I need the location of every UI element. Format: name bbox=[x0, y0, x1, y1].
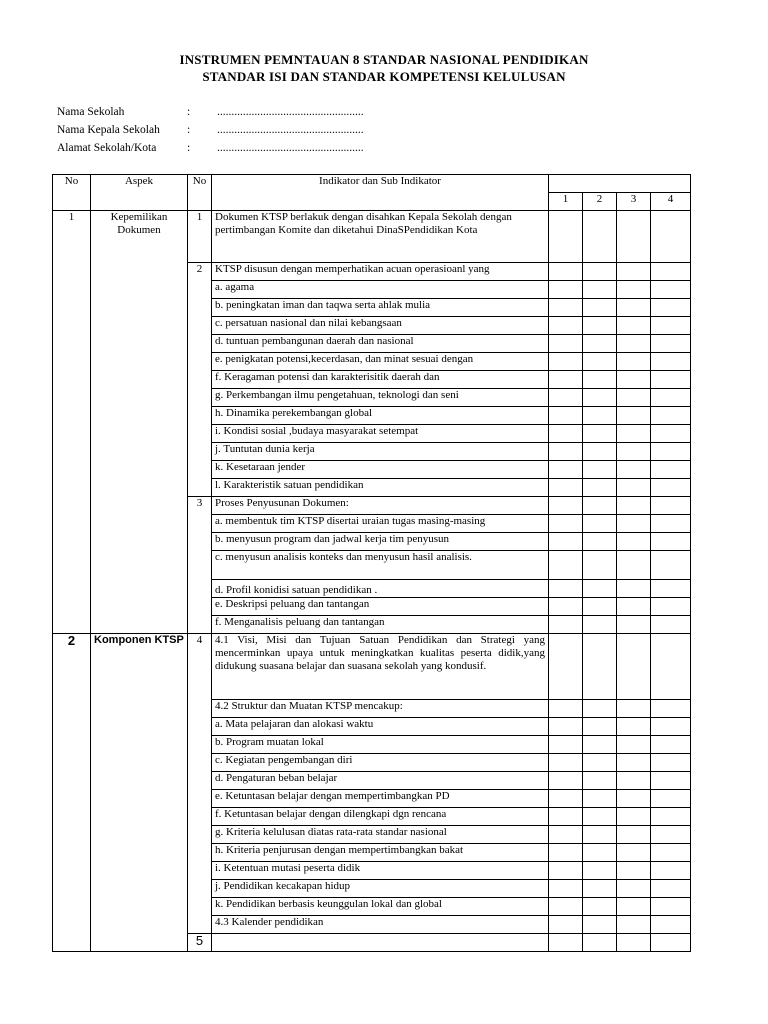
score-cell[interactable] bbox=[549, 299, 583, 317]
score-cell[interactable] bbox=[651, 263, 691, 281]
score-cell[interactable] bbox=[651, 898, 691, 916]
score-cell[interactable] bbox=[617, 754, 651, 772]
score-cell[interactable] bbox=[583, 335, 617, 353]
score-cell[interactable] bbox=[583, 580, 617, 598]
indicator-text: f. Keragaman potensi dan karakterisitik daerah dan bbox=[212, 371, 549, 389]
section-number: 1 bbox=[53, 211, 91, 634]
indicator-text: h. Kriteria penjurusan dengan mempertimbangkan bakat bbox=[212, 844, 549, 862]
field-colon: : bbox=[187, 124, 191, 136]
score-cell[interactable] bbox=[617, 211, 651, 263]
score-cell[interactable] bbox=[651, 880, 691, 898]
score-cell[interactable] bbox=[617, 898, 651, 916]
score-cell[interactable] bbox=[583, 934, 617, 952]
indicator-text: 4.2 Struktur dan Muatan KTSP mencakup: bbox=[212, 700, 549, 718]
indicator-text: c. Kegiatan pengembangan diri bbox=[212, 754, 549, 772]
indicator-text: i. Kondisi sosial ,budaya masyarakat setempat bbox=[212, 425, 549, 443]
score-cell[interactable] bbox=[651, 718, 691, 736]
score-cell[interactable] bbox=[549, 263, 583, 281]
score-cell[interactable] bbox=[617, 263, 651, 281]
score-cell[interactable] bbox=[651, 515, 691, 533]
score-cell[interactable] bbox=[549, 844, 583, 862]
score-cell[interactable] bbox=[651, 634, 691, 700]
score-cell[interactable] bbox=[651, 443, 691, 461]
header-score-group bbox=[549, 175, 691, 193]
header-no: No bbox=[53, 175, 91, 211]
score-cell[interactable] bbox=[583, 772, 617, 790]
table-row bbox=[53, 211, 691, 263]
item-number: 3 bbox=[188, 497, 212, 634]
score-cell[interactable] bbox=[651, 616, 691, 634]
score-cell[interactable] bbox=[549, 371, 583, 389]
document-title-line-2: STANDAR ISI DAN STANDAR KOMPETENSI KELULUSAN bbox=[202, 69, 566, 84]
header-score-2: 2 bbox=[583, 193, 617, 211]
score-cell[interactable] bbox=[583, 616, 617, 634]
header-aspek: Aspek bbox=[91, 175, 188, 211]
indicator-text: g. Kriteria kelulusan diatas rata-rata standar nasional bbox=[212, 826, 549, 844]
score-cell[interactable] bbox=[617, 808, 651, 826]
score-cell[interactable] bbox=[617, 616, 651, 634]
score-cell[interactable] bbox=[583, 515, 617, 533]
indicator-text: f. Ketuntasan belajar dengan dilengkapi dgn rencana bbox=[212, 808, 549, 826]
score-cell[interactable] bbox=[583, 353, 617, 371]
score-cell[interactable] bbox=[651, 862, 691, 880]
field-label: Nama Sekolah bbox=[57, 106, 125, 118]
score-cell[interactable] bbox=[651, 533, 691, 551]
score-cell[interactable] bbox=[617, 479, 651, 497]
score-cell[interactable] bbox=[583, 736, 617, 754]
score-cell[interactable] bbox=[651, 934, 691, 952]
field-colon: : bbox=[187, 142, 191, 154]
score-cell[interactable] bbox=[617, 461, 651, 479]
indicator-text: 4.1 Visi, Misi dan Tujuan Satuan Pendidikan dan Strategi yang mencerminkan upaya untuk meningkatkan kualitas peserta didik,yang didukung suasana belajar dan suasana sekolah yang kondusif. bbox=[212, 634, 549, 700]
score-cell[interactable] bbox=[549, 407, 583, 425]
score-cell[interactable] bbox=[617, 718, 651, 736]
indicator-text: a. membentuk tim KTSP disertai uraian tugas masing-masing bbox=[212, 515, 549, 533]
score-cell[interactable] bbox=[651, 808, 691, 826]
section-aspect: Kepemilikan Dokumen bbox=[91, 211, 188, 634]
indicator-text: Proses Penyusunan Dokumen: bbox=[212, 497, 549, 515]
indicator-text: e. Deskripsi peluang dan tantangan bbox=[212, 598, 549, 616]
score-cell[interactable] bbox=[617, 934, 651, 952]
score-cell[interactable] bbox=[583, 754, 617, 772]
score-cell[interactable] bbox=[651, 461, 691, 479]
score-cell[interactable] bbox=[549, 880, 583, 898]
field-blank[interactable]: ................................................... bbox=[217, 142, 364, 154]
score-cell[interactable] bbox=[549, 281, 583, 299]
score-cell[interactable] bbox=[617, 515, 651, 533]
field-blank[interactable]: ................................................... bbox=[217, 124, 364, 136]
score-cell[interactable] bbox=[583, 407, 617, 425]
score-cell[interactable] bbox=[651, 551, 691, 580]
indicator-text: e. Ketuntasan belajar dengan mempertimbangkan PD bbox=[212, 790, 549, 808]
score-cell[interactable] bbox=[549, 533, 583, 551]
indicator-text: b. peningkatan iman dan taqwa serta ahlak mulia bbox=[212, 299, 549, 317]
indicator-text: e. penigkatan potensi,kecerdasan, dan minat sesuai dengan bbox=[212, 353, 549, 371]
score-cell[interactable] bbox=[549, 425, 583, 443]
score-cell[interactable] bbox=[617, 533, 651, 551]
score-cell[interactable] bbox=[651, 754, 691, 772]
field-label: Alamat Sekolah/Kota bbox=[57, 142, 157, 154]
score-cell[interactable] bbox=[549, 443, 583, 461]
score-cell[interactable] bbox=[583, 880, 617, 898]
score-cell[interactable] bbox=[651, 425, 691, 443]
score-cell[interactable] bbox=[583, 718, 617, 736]
score-cell[interactable] bbox=[549, 211, 583, 263]
header-indikator: Indikator dan Sub Indikator bbox=[212, 175, 549, 211]
header-score-3: 3 bbox=[617, 193, 651, 211]
score-cell[interactable] bbox=[583, 371, 617, 389]
indicator-text: c. persatuan nasional dan nilai kebangsaan bbox=[212, 317, 549, 335]
score-cell[interactable] bbox=[617, 335, 651, 353]
table-row bbox=[53, 634, 691, 700]
score-cell[interactable] bbox=[549, 718, 583, 736]
score-cell[interactable] bbox=[583, 281, 617, 299]
score-cell[interactable] bbox=[617, 425, 651, 443]
score-cell[interactable] bbox=[651, 389, 691, 407]
score-cell[interactable] bbox=[549, 700, 583, 718]
score-cell[interactable] bbox=[617, 317, 651, 335]
score-cell[interactable] bbox=[651, 479, 691, 497]
score-cell[interactable] bbox=[617, 580, 651, 598]
indicator-text: 4.3 Kalender pendidikan bbox=[212, 916, 549, 934]
score-cell[interactable] bbox=[617, 844, 651, 862]
score-cell[interactable] bbox=[617, 598, 651, 616]
score-cell[interactable] bbox=[583, 598, 617, 616]
score-cell[interactable] bbox=[651, 407, 691, 425]
header-item-no: No bbox=[188, 175, 212, 211]
indicator-text: k. Kesetaraan jender bbox=[212, 461, 549, 479]
score-cell[interactable] bbox=[617, 281, 651, 299]
score-cell[interactable] bbox=[617, 443, 651, 461]
score-cell[interactable] bbox=[549, 598, 583, 616]
indicator-text bbox=[212, 934, 549, 952]
score-cell[interactable] bbox=[617, 862, 651, 880]
score-cell[interactable] bbox=[549, 461, 583, 479]
score-cell[interactable] bbox=[617, 700, 651, 718]
item-number: 4 bbox=[188, 634, 212, 934]
score-cell[interactable] bbox=[549, 772, 583, 790]
indicator-text: c. menyusun analisis konteks dan menyusun hasil analisis. bbox=[212, 551, 549, 580]
score-cell[interactable] bbox=[583, 299, 617, 317]
score-cell[interactable] bbox=[583, 461, 617, 479]
score-cell[interactable] bbox=[651, 790, 691, 808]
score-cell[interactable] bbox=[549, 916, 583, 934]
score-cell[interactable] bbox=[583, 898, 617, 916]
score-cell[interactable] bbox=[583, 916, 617, 934]
score-cell[interactable] bbox=[583, 808, 617, 826]
indicator-text: d. tuntuan pembangunan daerah dan nasional bbox=[212, 335, 549, 353]
document-title-line-1: INSTRUMEN PEMNTAUAN 8 STANDAR NASIONAL PENDIDIKAN bbox=[179, 52, 589, 67]
indicator-text: d. Pengaturan beban belajar bbox=[212, 772, 549, 790]
score-cell[interactable] bbox=[617, 371, 651, 389]
score-cell[interactable] bbox=[651, 281, 691, 299]
header-score-4: 4 bbox=[651, 193, 691, 211]
section-number: 2 bbox=[53, 634, 91, 952]
item-number: 5 bbox=[188, 934, 212, 952]
score-cell[interactable] bbox=[549, 634, 583, 700]
score-cell[interactable] bbox=[549, 616, 583, 634]
score-cell[interactable] bbox=[651, 844, 691, 862]
score-cell[interactable] bbox=[617, 790, 651, 808]
score-cell[interactable] bbox=[583, 700, 617, 718]
score-cell[interactable] bbox=[549, 790, 583, 808]
score-cell[interactable] bbox=[651, 580, 691, 598]
score-cell[interactable] bbox=[549, 389, 583, 407]
indicator-text: KTSP disusun dengan memperhatikan acuan operasioanl yang bbox=[212, 263, 549, 281]
score-cell[interactable] bbox=[583, 479, 617, 497]
indicator-text: h. Dinamika perekembangan global bbox=[212, 407, 549, 425]
score-cell[interactable] bbox=[549, 862, 583, 880]
score-cell[interactable] bbox=[617, 772, 651, 790]
header-score-1: 1 bbox=[549, 193, 583, 211]
section-aspect: Komponen KTSP bbox=[91, 634, 188, 952]
score-cell[interactable] bbox=[549, 353, 583, 371]
monitoring-table bbox=[52, 174, 691, 952]
indicator-text: Dokumen KTSP berlakuk dengan disahkan Kepala Sekolah dengan pertimbangan Komite dan diketahui DinaSPendidikan Kota bbox=[212, 211, 549, 263]
score-cell[interactable] bbox=[549, 515, 583, 533]
score-cell[interactable] bbox=[651, 916, 691, 934]
score-cell[interactable] bbox=[651, 335, 691, 353]
field-blank[interactable]: ................................................... bbox=[217, 106, 364, 118]
score-cell[interactable] bbox=[651, 353, 691, 371]
score-cell[interactable] bbox=[549, 898, 583, 916]
score-cell[interactable] bbox=[617, 826, 651, 844]
score-cell[interactable] bbox=[583, 425, 617, 443]
score-cell[interactable] bbox=[549, 497, 583, 515]
indicator-text: l. Karakteristik satuan pendidikan bbox=[212, 479, 549, 497]
score-cell[interactable] bbox=[583, 211, 617, 263]
score-cell[interactable] bbox=[583, 826, 617, 844]
score-cell[interactable] bbox=[583, 389, 617, 407]
score-cell[interactable] bbox=[583, 533, 617, 551]
indicator-text: k. Pendidikan berbasis keunggulan lokal dan global bbox=[212, 898, 549, 916]
score-cell[interactable] bbox=[651, 598, 691, 616]
score-cell[interactable] bbox=[617, 634, 651, 700]
score-cell[interactable] bbox=[617, 353, 651, 371]
score-cell[interactable] bbox=[549, 479, 583, 497]
item-number: 2 bbox=[188, 263, 212, 497]
item-number: 1 bbox=[188, 211, 212, 263]
score-cell[interactable] bbox=[549, 736, 583, 754]
score-cell[interactable] bbox=[583, 862, 617, 880]
score-cell[interactable] bbox=[549, 580, 583, 598]
score-cell[interactable] bbox=[549, 808, 583, 826]
indicator-text: b. Program muatan lokal bbox=[212, 736, 549, 754]
indicator-text: i. Ketentuan mutasi peserta didik bbox=[212, 862, 549, 880]
score-cell[interactable] bbox=[583, 790, 617, 808]
score-cell[interactable] bbox=[617, 389, 651, 407]
indicator-text: j. Pendidikan kecakapan hidup bbox=[212, 880, 549, 898]
score-cell[interactable] bbox=[617, 407, 651, 425]
indicator-text: g. Perkembangan ilmu pengetahuan, teknologi dan seni bbox=[212, 389, 549, 407]
score-cell[interactable] bbox=[617, 497, 651, 515]
indicator-text: a. agama bbox=[212, 281, 549, 299]
score-cell[interactable] bbox=[549, 335, 583, 353]
score-cell[interactable] bbox=[583, 497, 617, 515]
indicator-text: b. menyusun program dan jadwal kerja tim penyusun bbox=[212, 533, 549, 551]
score-cell[interactable] bbox=[549, 754, 583, 772]
score-cell[interactable] bbox=[549, 826, 583, 844]
score-cell[interactable] bbox=[549, 317, 583, 335]
score-cell[interactable] bbox=[617, 916, 651, 934]
score-cell[interactable] bbox=[583, 443, 617, 461]
score-cell[interactable] bbox=[617, 880, 651, 898]
score-cell[interactable] bbox=[583, 317, 617, 335]
score-cell[interactable] bbox=[583, 263, 617, 281]
score-cell[interactable] bbox=[651, 700, 691, 718]
score-cell[interactable] bbox=[651, 371, 691, 389]
indicator-text: d. Profil konidisi satuan pendidikan . bbox=[212, 580, 549, 598]
score-cell[interactable] bbox=[617, 736, 651, 754]
score-cell[interactable] bbox=[651, 299, 691, 317]
field-label: Nama Kepala Sekolah bbox=[57, 124, 160, 136]
score-cell[interactable] bbox=[549, 934, 583, 952]
indicator-text: f. Menganalisis peluang dan tantangan bbox=[212, 616, 549, 634]
score-cell[interactable] bbox=[583, 844, 617, 862]
score-cell[interactable] bbox=[583, 634, 617, 700]
score-cell[interactable] bbox=[617, 551, 651, 580]
score-cell[interactable] bbox=[651, 211, 691, 263]
score-cell[interactable] bbox=[651, 826, 691, 844]
score-cell[interactable] bbox=[583, 551, 617, 580]
score-cell[interactable] bbox=[651, 772, 691, 790]
score-cell[interactable] bbox=[651, 736, 691, 754]
score-cell[interactable] bbox=[549, 551, 583, 580]
score-cell[interactable] bbox=[651, 317, 691, 335]
indicator-text: a. Mata pelajaran dan alokasi waktu bbox=[212, 718, 549, 736]
score-cell[interactable] bbox=[617, 299, 651, 317]
field-colon: : bbox=[187, 106, 191, 118]
indicator-text: j. Tuntutan dunia kerja bbox=[212, 443, 549, 461]
score-cell[interactable] bbox=[651, 497, 691, 515]
